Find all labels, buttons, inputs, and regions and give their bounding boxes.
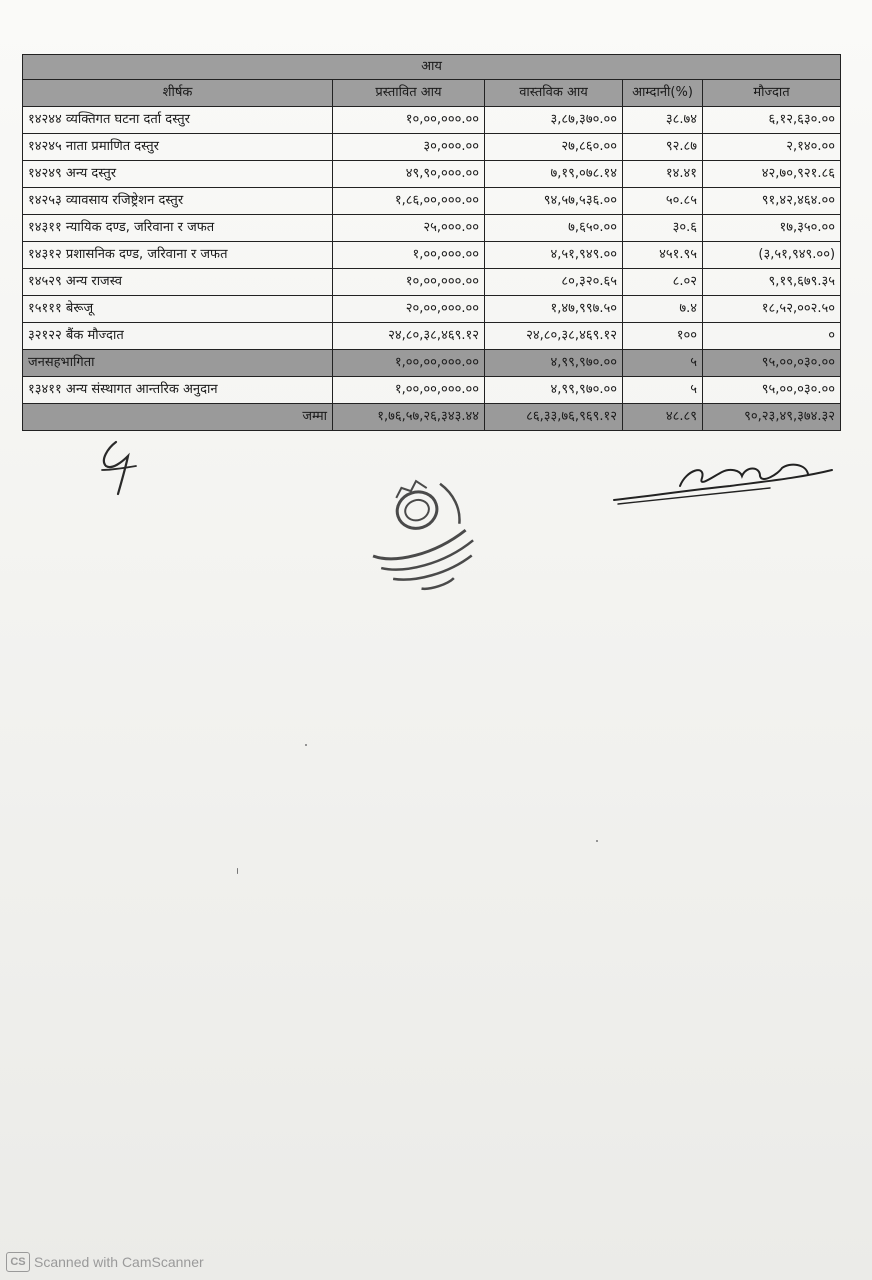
row-percent: ३८.७४ [623, 107, 703, 134]
row-balance: ९,१९,६७९.३५ [703, 269, 841, 296]
row-proposed: ४९,९०,०००.०० [333, 161, 485, 188]
scan-speck [237, 868, 238, 874]
row-percent: ५ [623, 377, 703, 404]
row-balance: १७,३५०.०० [703, 215, 841, 242]
row-title: १४२४५ नाता प्रमाणित दस्तुर [23, 134, 333, 161]
total-percent: ४८.८९ [623, 404, 703, 431]
signature-right-icon [610, 456, 836, 508]
row-percent: ३०.६ [623, 215, 703, 242]
header-title: शीर्षक [23, 80, 333, 107]
header-actual-income: वास्तविक आय [485, 80, 623, 107]
row-proposed: ३०,०००.०० [333, 134, 485, 161]
row-balance: ० [703, 323, 841, 350]
total-label: जम्मा [23, 404, 333, 431]
camscanner-logo-icon: CS [6, 1252, 30, 1272]
row-percent: ५०.८५ [623, 188, 703, 215]
official-stamp-icon [346, 462, 496, 602]
row-proposed: १०,००,०००.०० [333, 269, 485, 296]
row-title: १३४११ अन्य संस्थागत आन्तरिक अनुदान [23, 377, 333, 404]
row-actual: ७,६५०.०० [485, 215, 623, 242]
row-actual: ९४,५७,५३६.०० [485, 188, 623, 215]
table-row [23, 323, 841, 350]
group-percent: ५ [623, 350, 703, 377]
total-actual: ८६,३३,७६,९६९.१२ [485, 404, 623, 431]
row-balance: ४२,७०,९२१.८६ [703, 161, 841, 188]
row-balance: २,१४०.०० [703, 134, 841, 161]
row-balance: ९५,००,०३०.०० [703, 377, 841, 404]
table-row [23, 377, 841, 404]
camscanner-watermark [6, 1252, 204, 1272]
row-title: १४२५३ व्यावसाय रजिष्ट्रेशन दस्तुर [23, 188, 333, 215]
row-percent: १४.४१ [623, 161, 703, 188]
row-proposed: २०,००,०००.०० [333, 296, 485, 323]
table-row [23, 188, 841, 215]
table-row [23, 107, 841, 134]
table-row [23, 296, 841, 323]
row-title: १४३१२ प्रशासनिक दण्ड, जरिवाना र जफत [23, 242, 333, 269]
row-title: १५१११ बेरूजू [23, 296, 333, 323]
row-title: १४२४९ अन्य दस्तुर [23, 161, 333, 188]
total-balance: ९०,२३,४९,३७४.३२ [703, 404, 841, 431]
row-actual: ४,५१,९४९.०० [485, 242, 623, 269]
total-row [23, 404, 841, 431]
row-title: १४३११ न्यायिक दण्ड, जरिवाना र जफत [23, 215, 333, 242]
row-proposed: १,८६,००,०००.०० [333, 188, 485, 215]
table-row [23, 134, 841, 161]
signature-left-icon [96, 436, 144, 498]
row-actual: ७,१९,०७८.१४ [485, 161, 623, 188]
group-proposed: १,००,००,०००.०० [333, 350, 485, 377]
group-title: जनसहभागिता [23, 350, 333, 377]
group-actual: ४,९९,९७०.०० [485, 350, 623, 377]
row-balance: ६,१२,६३०.०० [703, 107, 841, 134]
row-actual: १,४७,९९७.५० [485, 296, 623, 323]
row-balance: (३,५१,९४९.००) [703, 242, 841, 269]
header-balance: मौज्दात [703, 80, 841, 107]
row-balance: १८,५२,००२.५० [703, 296, 841, 323]
table-row [23, 242, 841, 269]
row-proposed: १०,००,०००.०० [333, 107, 485, 134]
income-table [22, 54, 841, 431]
table-row [23, 215, 841, 242]
total-proposed: १,७६,५७,२६,३४३.४४ [333, 404, 485, 431]
scan-speck [596, 840, 598, 842]
group-balance: ९५,००,०३०.०० [703, 350, 841, 377]
header-income-percent: आम्दानी(%) [623, 80, 703, 107]
row-proposed: १,००,०००.०० [333, 242, 485, 269]
table-row [23, 161, 841, 188]
row-percent: ९२.८७ [623, 134, 703, 161]
scan-speck [305, 744, 307, 746]
row-title: ३२१२२ बैंक मौज्दात [23, 323, 333, 350]
row-proposed: १,००,००,०००.०० [333, 377, 485, 404]
table-header-row [23, 80, 841, 107]
row-balance: ९१,४२,४६४.०० [703, 188, 841, 215]
header-proposed-income: प्रस्तावित आय [333, 80, 485, 107]
row-proposed: २४,८०,३८,४६९.१२ [333, 323, 485, 350]
row-actual: ३,८७,३७०.०० [485, 107, 623, 134]
row-actual: २७,८६०.०० [485, 134, 623, 161]
row-percent: ४५१.९५ [623, 242, 703, 269]
row-percent: ८.०२ [623, 269, 703, 296]
camscanner-text: Scanned with CamScanner [34, 1254, 204, 1270]
row-title: १४२४४ व्यक्तिगत घटना दर्ता दस्तुर [23, 107, 333, 134]
row-title: १४५२९ अन्य राजस्व [23, 269, 333, 296]
row-percent: १०० [623, 323, 703, 350]
row-actual: २४,८०,३८,४६९.१२ [485, 323, 623, 350]
table-title-row [23, 55, 841, 80]
table-row [23, 269, 841, 296]
row-proposed: २५,०००.०० [333, 215, 485, 242]
table-title: आय [23, 55, 841, 80]
row-percent: ७.४ [623, 296, 703, 323]
group-row-public-participation [23, 350, 841, 377]
row-actual: ४,९९,९७०.०० [485, 377, 623, 404]
row-actual: ८०,३२०.६५ [485, 269, 623, 296]
